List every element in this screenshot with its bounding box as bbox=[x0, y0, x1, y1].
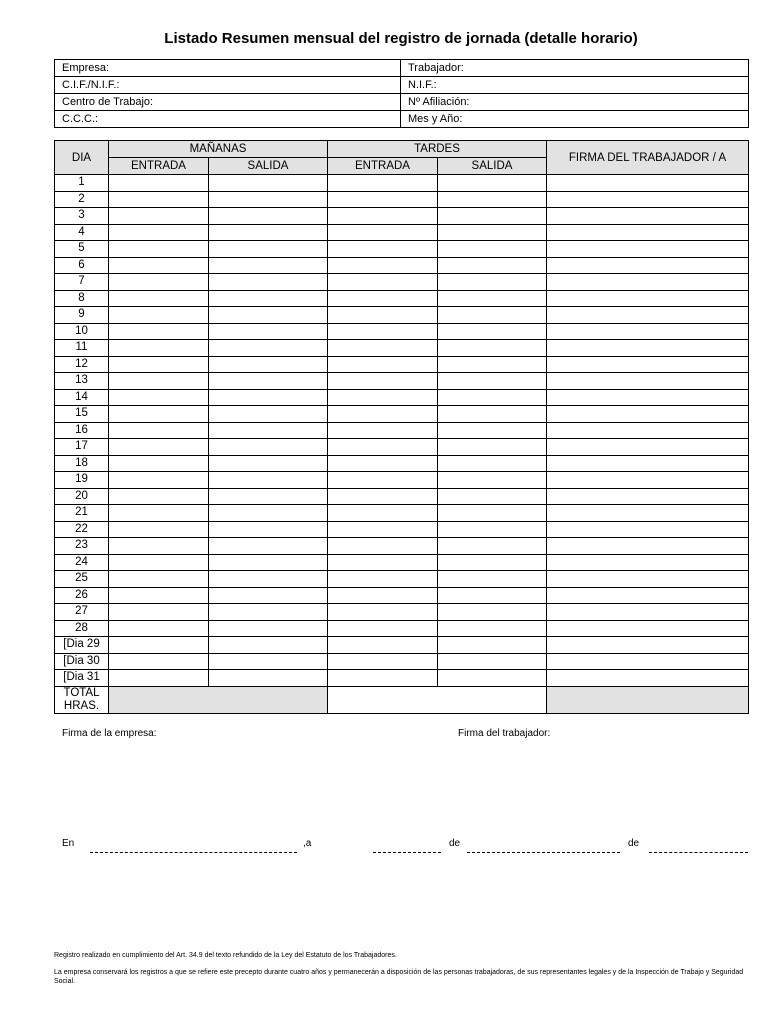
tarde-salida-cell[interactable] bbox=[438, 356, 547, 373]
manana-entrada-cell[interactable] bbox=[109, 620, 209, 637]
tarde-salida-cell[interactable] bbox=[438, 587, 547, 604]
day-row bbox=[55, 389, 749, 406]
day-row bbox=[55, 538, 749, 555]
tarde-salida-cell[interactable] bbox=[438, 538, 547, 555]
tarde-salida-cell[interactable] bbox=[438, 191, 547, 208]
tarde-entrada-cell[interactable] bbox=[328, 241, 438, 258]
manana-entrada-cell[interactable] bbox=[109, 521, 209, 538]
day-row bbox=[55, 571, 749, 588]
trabajador-field[interactable]: Trabajador: bbox=[401, 60, 749, 77]
manana-entrada-cell[interactable] bbox=[109, 373, 209, 390]
day-row bbox=[55, 653, 749, 670]
empresa-field[interactable]: Empresa: bbox=[55, 60, 401, 77]
manana-salida-cell[interactable] bbox=[209, 290, 328, 307]
firma-cell[interactable] bbox=[547, 604, 749, 621]
manana-entrada-cell[interactable] bbox=[109, 488, 209, 505]
tarde-entrada-cell[interactable] bbox=[328, 472, 438, 489]
tarde-salida-cell[interactable] bbox=[438, 455, 547, 472]
place-line[interactable] bbox=[90, 852, 297, 853]
firma-cell[interactable] bbox=[547, 191, 749, 208]
manana-entrada-cell[interactable] bbox=[109, 307, 209, 324]
tarde-salida-cell[interactable] bbox=[438, 406, 547, 423]
manana-salida-cell[interactable] bbox=[209, 274, 328, 291]
manana-entrada-cell[interactable] bbox=[109, 538, 209, 555]
manana-entrada-cell[interactable] bbox=[109, 175, 209, 192]
day-row bbox=[55, 587, 749, 604]
day-number: 3 bbox=[55, 208, 109, 225]
firma-cell[interactable] bbox=[547, 389, 749, 406]
day-row bbox=[55, 257, 749, 274]
day-number: 9 bbox=[55, 307, 109, 324]
tarde-salida-cell[interactable] bbox=[438, 488, 547, 505]
firma-cell[interactable] bbox=[547, 290, 749, 307]
day-number: 26 bbox=[55, 587, 109, 604]
manana-entrada-cell[interactable] bbox=[109, 653, 209, 670]
firma-cell[interactable] bbox=[547, 637, 749, 654]
column-header-manana-salida: SALIDA bbox=[209, 158, 328, 175]
firma-cell[interactable] bbox=[547, 670, 749, 687]
tarde-entrada-cell[interactable] bbox=[328, 274, 438, 291]
manana-salida-cell[interactable] bbox=[209, 571, 328, 588]
total-hours-label: TOTAL HRAS. bbox=[55, 686, 109, 713]
manana-entrada-cell[interactable] bbox=[109, 505, 209, 522]
manana-entrada-cell[interactable] bbox=[109, 356, 209, 373]
day-number: [Dia 30 bbox=[55, 653, 109, 670]
firma-cell[interactable] bbox=[547, 538, 749, 555]
manana-entrada-cell[interactable] bbox=[109, 323, 209, 340]
tarde-entrada-cell[interactable] bbox=[328, 373, 438, 390]
firma-cell[interactable] bbox=[547, 422, 749, 439]
day-row bbox=[55, 620, 749, 637]
manana-salida-cell[interactable] bbox=[209, 521, 328, 538]
nif-field[interactable]: N.I.F.: bbox=[401, 77, 749, 94]
column-header-manana-entrada: ENTRADA bbox=[109, 158, 209, 175]
manana-salida-cell[interactable] bbox=[209, 620, 328, 637]
manana-entrada-cell[interactable] bbox=[109, 571, 209, 588]
firma-cell[interactable] bbox=[547, 653, 749, 670]
tarde-salida-cell[interactable] bbox=[438, 208, 547, 225]
day-number: 21 bbox=[55, 505, 109, 522]
firma-cell[interactable] bbox=[547, 340, 749, 357]
manana-salida-cell[interactable] bbox=[209, 208, 328, 225]
tarde-entrada-cell[interactable] bbox=[328, 455, 438, 472]
firma-cell[interactable] bbox=[547, 175, 749, 192]
manana-salida-cell[interactable] bbox=[209, 175, 328, 192]
manana-entrada-cell[interactable] bbox=[109, 554, 209, 571]
day-number: 15 bbox=[55, 406, 109, 423]
day-row bbox=[55, 505, 749, 522]
tarde-entrada-cell[interactable] bbox=[328, 307, 438, 324]
day-row bbox=[55, 191, 749, 208]
day-row bbox=[55, 670, 749, 687]
manana-entrada-cell[interactable] bbox=[109, 191, 209, 208]
tarde-entrada-cell[interactable] bbox=[328, 257, 438, 274]
day-number: 24 bbox=[55, 554, 109, 571]
day-row bbox=[55, 472, 749, 489]
day-row bbox=[55, 406, 749, 423]
total-tardes-cell[interactable] bbox=[328, 686, 547, 713]
firma-cell[interactable] bbox=[547, 257, 749, 274]
place-en-label: En bbox=[62, 838, 75, 849]
manana-salida-cell[interactable] bbox=[209, 670, 328, 687]
tarde-salida-cell[interactable] bbox=[438, 505, 547, 522]
legal-note-2: La empresa conservará los registros a que se refiere este precepto durante cuatro años y permanecerán a disposición de las personas trabajadoras, de sus representantes legales y de la Inspección de Trabajo y Seguridad Social. bbox=[54, 969, 744, 985]
tarde-entrada-cell[interactable] bbox=[328, 554, 438, 571]
day-row bbox=[55, 241, 749, 258]
day-number: [Dia 29 bbox=[55, 637, 109, 654]
cif-field[interactable]: C.I.F./N.I.F.: bbox=[55, 77, 401, 94]
day-row bbox=[55, 604, 749, 621]
day-number: 13 bbox=[55, 373, 109, 390]
tarde-salida-cell[interactable] bbox=[438, 323, 547, 340]
month-line[interactable] bbox=[467, 852, 620, 853]
total-firma-cell bbox=[547, 686, 749, 713]
tarde-entrada-cell[interactable] bbox=[328, 422, 438, 439]
manana-entrada-cell[interactable] bbox=[109, 670, 209, 687]
tarde-salida-cell[interactable] bbox=[438, 571, 547, 588]
manana-salida-cell[interactable] bbox=[209, 241, 328, 258]
manana-entrada-cell[interactable] bbox=[109, 604, 209, 621]
tarde-salida-cell[interactable] bbox=[438, 373, 547, 390]
day-number: 19 bbox=[55, 472, 109, 489]
day-row bbox=[55, 455, 749, 472]
tarde-salida-cell[interactable] bbox=[438, 472, 547, 489]
tarde-salida-cell[interactable] bbox=[438, 637, 547, 654]
firma-cell[interactable] bbox=[547, 241, 749, 258]
manana-salida-cell[interactable] bbox=[209, 472, 328, 489]
manana-salida-cell[interactable] bbox=[209, 406, 328, 423]
manana-entrada-cell[interactable] bbox=[109, 406, 209, 423]
tarde-salida-cell[interactable] bbox=[438, 274, 547, 291]
manana-salida-cell[interactable] bbox=[209, 455, 328, 472]
day-number: 22 bbox=[55, 521, 109, 538]
day-number: 2 bbox=[55, 191, 109, 208]
manana-entrada-cell[interactable] bbox=[109, 455, 209, 472]
manana-entrada-cell[interactable] bbox=[109, 422, 209, 439]
tarde-salida-cell[interactable] bbox=[438, 422, 547, 439]
firma-cell[interactable] bbox=[547, 455, 749, 472]
manana-salida-cell[interactable] bbox=[209, 356, 328, 373]
tarde-salida-cell[interactable] bbox=[438, 175, 547, 192]
day-row bbox=[55, 307, 749, 324]
manana-entrada-cell[interactable] bbox=[109, 637, 209, 654]
day-row bbox=[55, 274, 749, 291]
manana-salida-cell[interactable] bbox=[209, 538, 328, 555]
manana-entrada-cell[interactable] bbox=[109, 439, 209, 456]
day-row bbox=[55, 290, 749, 307]
day-number: 5 bbox=[55, 241, 109, 258]
column-header-tardes: TARDES bbox=[328, 141, 547, 158]
place-de-label-1: de bbox=[449, 838, 461, 849]
tarde-entrada-cell[interactable] bbox=[328, 653, 438, 670]
firma-trabajador-label: Firma del trabajador: bbox=[458, 728, 551, 739]
tarde-salida-cell[interactable] bbox=[438, 620, 547, 637]
day-number: 10 bbox=[55, 323, 109, 340]
tarde-salida-cell[interactable] bbox=[438, 340, 547, 357]
column-header-mananas: MAÑANAS bbox=[109, 141, 328, 158]
afiliacion-field[interactable]: Nº Afiliación: bbox=[401, 94, 749, 111]
day-number: 28 bbox=[55, 620, 109, 637]
tarde-salida-cell[interactable] bbox=[438, 521, 547, 538]
legal-note-1: Registro realizado en cumplimiento del Art. 34.9 del texto refundido de la Ley del Estatuto de los Trabajadores. bbox=[54, 952, 397, 959]
manana-salida-cell[interactable] bbox=[209, 637, 328, 654]
column-header-tarde-entrada: ENTRADA bbox=[328, 158, 438, 175]
year-line[interactable] bbox=[649, 852, 748, 853]
day-row bbox=[55, 554, 749, 571]
tarde-salida-cell[interactable] bbox=[438, 241, 547, 258]
day-number: 1 bbox=[55, 175, 109, 192]
firma-cell[interactable] bbox=[547, 554, 749, 571]
firma-cell[interactable] bbox=[547, 406, 749, 423]
tarde-entrada-cell[interactable] bbox=[328, 670, 438, 687]
manana-salida-cell[interactable] bbox=[209, 224, 328, 241]
day-number: [Dia 31 bbox=[55, 670, 109, 687]
manana-entrada-cell[interactable] bbox=[109, 208, 209, 225]
tarde-salida-cell[interactable] bbox=[438, 670, 547, 687]
firma-cell[interactable] bbox=[547, 274, 749, 291]
firma-cell[interactable] bbox=[547, 373, 749, 390]
tarde-entrada-cell[interactable] bbox=[328, 521, 438, 538]
firma-cell[interactable] bbox=[547, 439, 749, 456]
manana-entrada-cell[interactable] bbox=[109, 224, 209, 241]
manana-entrada-cell[interactable] bbox=[109, 340, 209, 357]
day-number: 7 bbox=[55, 274, 109, 291]
manana-salida-cell[interactable] bbox=[209, 587, 328, 604]
manana-entrada-cell[interactable] bbox=[109, 241, 209, 258]
manana-entrada-cell[interactable] bbox=[109, 290, 209, 307]
tarde-entrada-cell[interactable] bbox=[328, 620, 438, 637]
manana-salida-cell[interactable] bbox=[209, 488, 328, 505]
firma-cell[interactable] bbox=[547, 620, 749, 637]
firma-cell[interactable] bbox=[547, 587, 749, 604]
day-row bbox=[55, 637, 749, 654]
tarde-entrada-cell[interactable] bbox=[328, 224, 438, 241]
manana-entrada-cell[interactable] bbox=[109, 257, 209, 274]
firma-cell[interactable] bbox=[547, 571, 749, 588]
tarde-salida-cell[interactable] bbox=[438, 439, 547, 456]
place-a-label: ,a bbox=[303, 838, 312, 849]
day-row bbox=[55, 439, 749, 456]
day-number: 23 bbox=[55, 538, 109, 555]
day-row bbox=[55, 340, 749, 357]
manana-salida-cell[interactable] bbox=[209, 373, 328, 390]
day-row bbox=[55, 488, 749, 505]
day-number: 17 bbox=[55, 439, 109, 456]
header-info-table bbox=[54, 59, 749, 128]
timesheet-table bbox=[54, 140, 749, 714]
firma-cell[interactable] bbox=[547, 356, 749, 373]
day-row bbox=[55, 208, 749, 225]
tarde-entrada-cell[interactable] bbox=[328, 505, 438, 522]
manana-salida-cell[interactable] bbox=[209, 422, 328, 439]
tarde-salida-cell[interactable] bbox=[438, 290, 547, 307]
tarde-salida-cell[interactable] bbox=[438, 554, 547, 571]
tarde-entrada-cell[interactable] bbox=[328, 637, 438, 654]
page-title: Listado Resumen mensual del registro de jornada (detalle horario) bbox=[164, 30, 638, 47]
tarde-entrada-cell[interactable] bbox=[328, 538, 438, 555]
manana-salida-cell[interactable] bbox=[209, 389, 328, 406]
firma-cell[interactable] bbox=[547, 472, 749, 489]
day-line[interactable] bbox=[373, 852, 441, 853]
manana-salida-cell[interactable] bbox=[209, 604, 328, 621]
manana-salida-cell[interactable] bbox=[209, 340, 328, 357]
tarde-entrada-cell[interactable] bbox=[328, 571, 438, 588]
firma-cell[interactable] bbox=[547, 307, 749, 324]
tarde-salida-cell[interactable] bbox=[438, 224, 547, 241]
day-row bbox=[55, 373, 749, 390]
centro-trabajo-field[interactable]: Centro de Trabajo: bbox=[55, 94, 401, 111]
day-number: 16 bbox=[55, 422, 109, 439]
day-row bbox=[55, 175, 749, 192]
tarde-salida-cell[interactable] bbox=[438, 604, 547, 621]
day-number: 11 bbox=[55, 340, 109, 357]
day-number: 6 bbox=[55, 257, 109, 274]
day-row bbox=[55, 224, 749, 241]
manana-salida-cell[interactable] bbox=[209, 191, 328, 208]
manana-salida-cell[interactable] bbox=[209, 653, 328, 670]
manana-salida-cell[interactable] bbox=[209, 554, 328, 571]
manana-entrada-cell[interactable] bbox=[109, 587, 209, 604]
manana-salida-cell[interactable] bbox=[209, 505, 328, 522]
tarde-entrada-cell[interactable] bbox=[328, 208, 438, 225]
day-row bbox=[55, 356, 749, 373]
manana-entrada-cell[interactable] bbox=[109, 274, 209, 291]
manana-entrada-cell[interactable] bbox=[109, 472, 209, 489]
manana-entrada-cell[interactable] bbox=[109, 389, 209, 406]
day-row bbox=[55, 521, 749, 538]
firma-cell[interactable] bbox=[547, 323, 749, 340]
ccc-field[interactable]: C.C.C.: bbox=[55, 111, 401, 128]
mes-ano-field[interactable]: Mes y Año: bbox=[401, 111, 749, 128]
tarde-entrada-cell[interactable] bbox=[328, 488, 438, 505]
firma-cell[interactable] bbox=[547, 224, 749, 241]
tarde-entrada-cell[interactable] bbox=[328, 323, 438, 340]
day-row bbox=[55, 323, 749, 340]
tarde-salida-cell[interactable] bbox=[438, 307, 547, 324]
manana-salida-cell[interactable] bbox=[209, 307, 328, 324]
day-number: 8 bbox=[55, 290, 109, 307]
day-number: 27 bbox=[55, 604, 109, 621]
column-header-tarde-salida: SALIDA bbox=[438, 158, 547, 175]
day-number: 4 bbox=[55, 224, 109, 241]
tarde-salida-cell[interactable] bbox=[438, 653, 547, 670]
place-de-label-2: de bbox=[628, 838, 640, 849]
tarde-salida-cell[interactable] bbox=[438, 389, 547, 406]
column-header-dia: DIA bbox=[55, 141, 109, 175]
manana-salida-cell[interactable] bbox=[209, 257, 328, 274]
tarde-entrada-cell[interactable] bbox=[328, 191, 438, 208]
firma-empresa-label: Firma de la empresa: bbox=[62, 728, 157, 739]
tarde-entrada-cell[interactable] bbox=[328, 290, 438, 307]
manana-salida-cell[interactable] bbox=[209, 323, 328, 340]
day-number: 14 bbox=[55, 389, 109, 406]
day-number: 12 bbox=[55, 356, 109, 373]
day-number: 20 bbox=[55, 488, 109, 505]
day-number: 18 bbox=[55, 455, 109, 472]
tarde-entrada-cell[interactable] bbox=[328, 406, 438, 423]
firma-cell[interactable] bbox=[547, 488, 749, 505]
column-header-firma: FIRMA DEL TRABAJADOR / A bbox=[547, 141, 749, 175]
tarde-entrada-cell[interactable] bbox=[328, 340, 438, 357]
tarde-entrada-cell[interactable] bbox=[328, 439, 438, 456]
day-row bbox=[55, 422, 749, 439]
tarde-entrada-cell[interactable] bbox=[328, 587, 438, 604]
total-mananas-cell[interactable] bbox=[109, 686, 328, 713]
tarde-entrada-cell[interactable] bbox=[328, 356, 438, 373]
manana-salida-cell[interactable] bbox=[209, 439, 328, 456]
tarde-entrada-cell[interactable] bbox=[328, 604, 438, 621]
firma-cell[interactable] bbox=[547, 521, 749, 538]
day-number: 25 bbox=[55, 571, 109, 588]
firma-cell[interactable] bbox=[547, 505, 749, 522]
firma-cell[interactable] bbox=[547, 208, 749, 225]
tarde-entrada-cell[interactable] bbox=[328, 175, 438, 192]
tarde-salida-cell[interactable] bbox=[438, 257, 547, 274]
tarde-entrada-cell[interactable] bbox=[328, 389, 438, 406]
